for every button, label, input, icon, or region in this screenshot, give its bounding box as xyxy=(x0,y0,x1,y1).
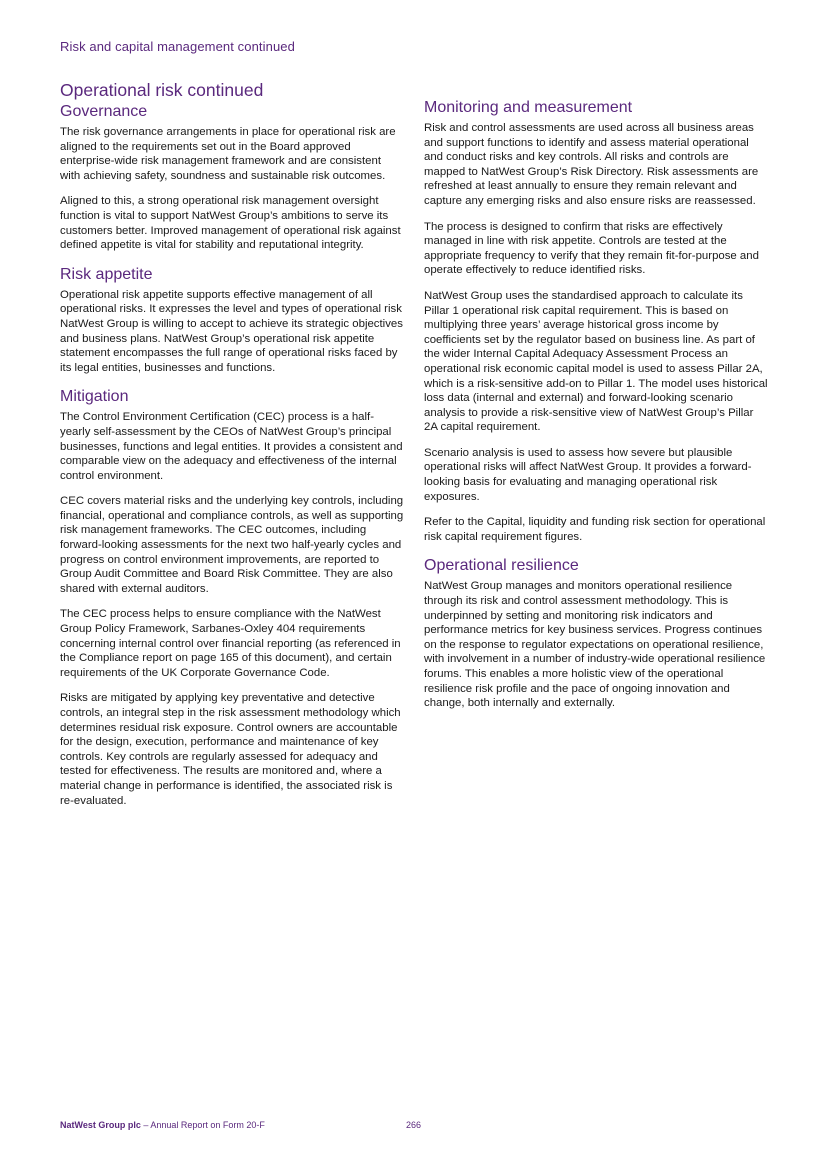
paragraph: NatWest Group uses the standardised approach to calculate its Pillar 1 operational risk capital requirement. This is based on multiplying three years’ average historical gross income by coefficients set by the regulator based on business line. As part of the wider Internal Capital Adequacy Assessment Process an operational risk economic capital model is used to assess Pillar 2A, which is a risk-sensitive add-on to Pillar 1. The model uses historical loss data (internal and external) and forward-looking scenario analysis to provide a risk-sensitive view of NatWest Group’s Pillar 2A capital requirement. xyxy=(424,289,768,434)
footer-document-name: Annual Report on Form 20-F xyxy=(150,1120,265,1130)
paragraph: The process is designed to confirm that risks are effectively managed in line with risk appetite. Controls are tested at the appropriate frequency to verify that they remain fit-for-purpose and operate effectively to reduce identified risks. xyxy=(424,220,759,277)
paragraph: Risks are mitigated by applying key preventative and detective controls, an integral step in the risk assessment methodology which determines residual risk exposure. Control owners are accountable for the design, execution, performance and maintenance of key controls. Key controls are regularly assessed for adequacy and tested for effectiveness. The results are monitored and, where a material change in performance is identified, the associated risk is re-evaluated. xyxy=(60,692,401,807)
footer xyxy=(60,1120,766,1130)
left-column xyxy=(60,80,404,819)
heading-operational-resilience: Operational resilience xyxy=(424,557,579,575)
paragraph: Operational risk appetite supports effective management of all operational risks. It expresses the level and types of operational risk NatWest Group is willing to accept to achieve its strategic objectives and business plans. NatWest Group’s operational risk appetite statement encompasses the full range of operational risks faced by its legal entities, businesses and functions. xyxy=(60,288,403,374)
paragraph: The Control Environment Certification (CEC) process is a half-yearly self-assessment by the CEOs of NatWest Group’s principal businesses, functions and legal entities. It provides a consistent and comparable view on the adequacy and effectiveness of the internal control environment. xyxy=(60,411,403,482)
paragraph: CEC covers material risks and the underlying key controls, including financial, operational and compliance controls, as well as supporting risk management frameworks. The CEC outcomes, including forward-looking assessments for the next two half-yearly cycles and progress on control environment improvements, are reported to Group Audit Committee and Board Risk Committee. They are also shared with external auditors. xyxy=(60,495,404,595)
right-column xyxy=(424,97,768,722)
footer-separator: – xyxy=(140,1120,151,1130)
heading-mitigation: Mitigation xyxy=(60,388,129,406)
paragraph: NatWest Group manages and monitors operational resilience through its risk and control assessment methodology. This is underpinned by setting and monitoring risk indicators and performance metrics for key business services. Progress continues on the response to regulator expectations on operational resilience, with involvement in a number of industry-wide operational resilience forums. This enables a more holistic view of the operational resilience risk profile and the pace of ongoing innovation and change, both internally and externally. xyxy=(424,580,766,710)
paragraph: Refer to the Capital, liquidity and funding risk section for operational risk capital requirement figures. xyxy=(424,516,766,543)
paragraph: Aligned to this, a strong operational risk management oversight function is vital to support NatWest Group’s ambitions to serve its customers better. Improved management of operational risk against defined appetite is vital for stability and reputational integrity. xyxy=(60,195,401,252)
running-header: Risk and capital management continued xyxy=(60,39,295,54)
heading-monitoring-and-measurement: Monitoring and measurement xyxy=(424,99,633,116)
page-title: Operational risk continued xyxy=(60,80,264,100)
paragraph: Risk and control assessments are used across all business areas and support functions to identify and assess material operational and conduct risks and key controls. All risks and controls are mapped to NatWest Group’s Risk Directory. Risk assessments are refreshed at least annually to ensure they remain relevant and capture any emerging risks and also ensure risks are reassessed. xyxy=(424,122,759,207)
paragraph: Scenario analysis is used to assess how severe but plausible operational risks will affect NatWest Group. It provides a forward-looking basis for evaluating and managing operational risk exposures. xyxy=(424,446,752,503)
paragraph: The risk governance arrangements in place for operational risk are aligned to the requirements set out in the Board approved enterprise-wide risk management framework and are consistent with achieving safety, soundness and sustainable risk outcomes. xyxy=(60,126,396,182)
heading-governance: Governance xyxy=(60,103,148,120)
footer-brand: NatWest Group plc xyxy=(60,1120,141,1130)
heading-risk-appetite: Risk appetite xyxy=(60,265,153,283)
paragraph: The CEC process helps to ensure compliance with the NatWest Group Policy Framework, Sarbanes-Oxley 404 requirements concerning internal control over financial reporting (as referenced in the Compliance report on page 165 of this document), and certain requirements of the UK Corporate Governance Code. xyxy=(60,608,401,679)
page-number: 266 xyxy=(406,1120,422,1130)
